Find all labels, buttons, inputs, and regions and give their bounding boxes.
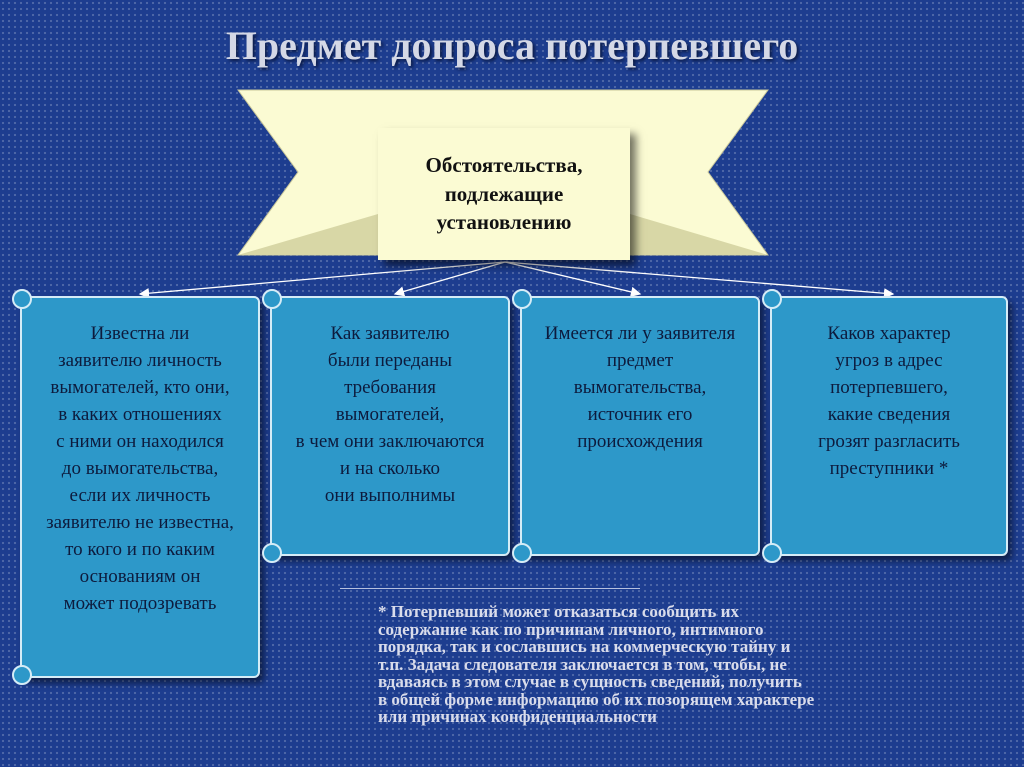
footnote-line: или причинах конфиденциальности (378, 707, 657, 726)
box-line: какие сведения (827, 404, 951, 425)
footnote-line: в общей форме информацию об их позорящем характере (378, 689, 815, 709)
box-line: были переданы (327, 350, 453, 371)
box-line: до вымогательства, (61, 458, 219, 479)
scroll-box-1 (20, 296, 260, 678)
scroll-box-3 (520, 296, 760, 556)
scroll-curl-icon (262, 289, 282, 309)
box-line: заявителю не известна, (46, 512, 234, 533)
box-line: основаниям он (79, 566, 201, 587)
banner-line: Обстоятельства, (425, 153, 583, 178)
box-line: Известна ли (90, 323, 190, 344)
box-line: предмет (606, 350, 674, 371)
scroll-curl-icon (12, 289, 32, 309)
box-line: и на сколько (339, 458, 441, 479)
banner-line: установлению (436, 210, 572, 235)
scroll-curl-icon (512, 543, 532, 563)
footnote-line: * Потерпевший может отказаться сообщить их (378, 602, 739, 621)
scroll-curl-icon (762, 543, 782, 563)
box-line: требования (344, 377, 436, 398)
footnote-line: содержание как по причинам личного, интимного (378, 619, 764, 639)
box-line: Каков характер (827, 323, 951, 344)
box-line: Имеется ли у заявителя (544, 323, 736, 344)
box-line: то кого и по каким (65, 539, 215, 560)
box-line: вымогателей, кто они, (50, 377, 230, 398)
scroll-box-4 (770, 296, 1008, 556)
footnote (378, 603, 990, 726)
box-line: они выполнимы (324, 485, 456, 506)
box-line: потерпевшего, (830, 377, 948, 398)
box-line: вымогателей, (335, 404, 445, 425)
footnote-line: порядка, так и сославшись на коммерческую тайну и (378, 637, 791, 656)
scroll-curl-icon (262, 543, 282, 563)
box-line: преступники * (829, 458, 949, 479)
box-line: с ними он находился (56, 431, 224, 452)
banner-line: подлежащие (444, 181, 564, 206)
box-line: если их личность (69, 485, 211, 506)
box-line: вымогательства, (573, 377, 707, 398)
page-title: Предмет допроса потерпевшего (225, 23, 799, 68)
box-line: угроз в адрес (835, 350, 943, 371)
scroll-curl-icon (512, 289, 532, 309)
box-line: может подозревать (63, 593, 217, 614)
connector-arrow-4 (505, 262, 893, 294)
footnote-line: вдаваясь в этом случае в сущность сведений, получить (378, 672, 802, 691)
box-line: в чем они заключаются (295, 431, 485, 452)
box-line: заявителю личность (58, 350, 222, 371)
footnote-line: т.п. Задача следователя заключается в том, чтобы, не (378, 654, 787, 674)
box-line: происхождения (577, 431, 703, 452)
box-line: грозят разгласить (818, 431, 960, 452)
box-line: в каких отношениях (58, 404, 222, 425)
box-line: Как заявителю (330, 323, 450, 344)
central-banner-box (378, 128, 630, 260)
scroll-box-2 (270, 296, 510, 556)
scroll-curl-icon (762, 289, 782, 309)
footnote-separator (340, 588, 640, 589)
scroll-curl-icon (12, 665, 32, 685)
box-line: источник его (587, 404, 693, 425)
